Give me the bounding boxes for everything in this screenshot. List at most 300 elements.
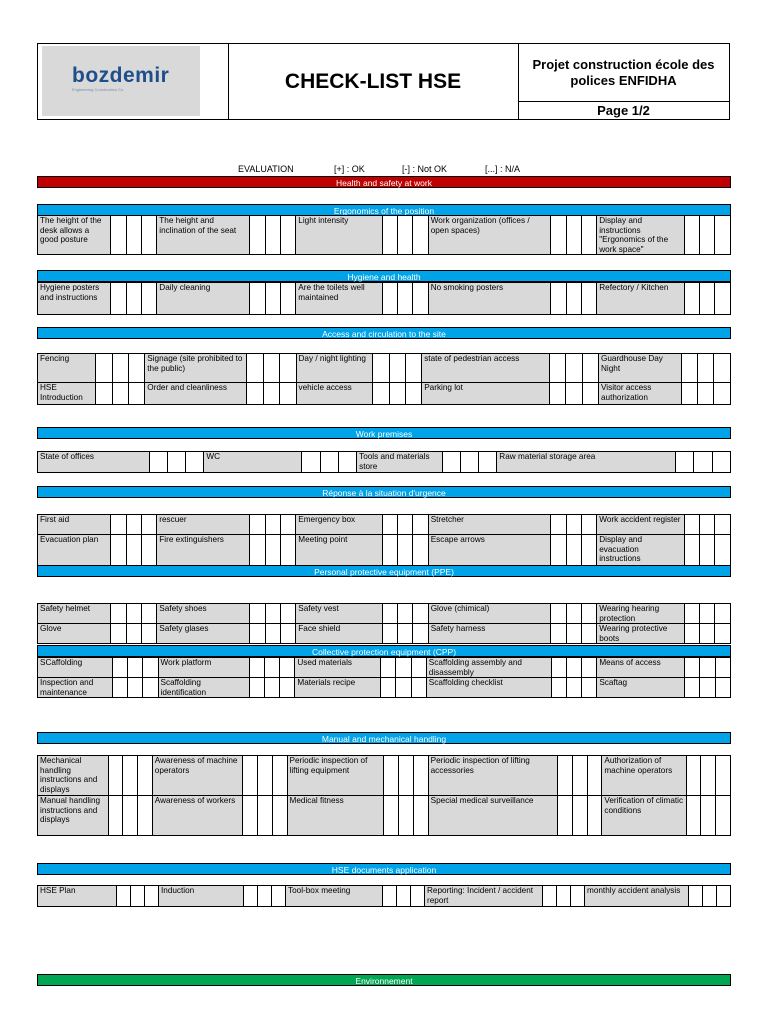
evaluation-cell-ok[interactable] [549,354,565,383]
evaluation-cell-not-ok[interactable] [265,535,280,566]
access-checklist-table [37,353,731,405]
evaluation-cell-ok[interactable] [117,886,131,907]
evaluation-cell-ok[interactable] [383,886,397,907]
checklist-item-label: Fire extinguishers [157,535,250,566]
evaluation-cell-not-ok[interactable] [112,383,128,405]
checklist-item-label: Materials recipe [295,678,381,698]
evaluation-cell-not-ok[interactable] [566,383,582,405]
ppe-checklist-table [37,603,731,644]
evaluation-cell-na[interactable] [715,216,731,255]
checklist-item-label: Mechanical handling instructions and displays [38,756,109,796]
evaluation-cell-not-ok[interactable] [389,354,405,383]
checklist-item-label: Visitor access authorization [598,383,681,405]
evaluation-cell-ok[interactable] [686,756,701,796]
checklist-item-label: Raw material storage area [497,452,676,473]
evaluation-cell-not-ok[interactable] [572,756,587,796]
evaluation-cell-ok[interactable] [551,216,566,255]
section-bar-premises: Work premises [37,427,731,439]
evaluation-cell-na[interactable] [582,354,598,383]
evaluation-cell-not-ok[interactable] [399,796,414,836]
evaluation-cell-not-ok[interactable] [698,383,714,405]
evaluation-cell-not-ok[interactable] [566,678,581,698]
evaluation-cell-na[interactable] [405,383,421,405]
evaluation-cell-not-ok[interactable] [700,658,715,678]
evaluation-cell-not-ok[interactable] [258,886,272,907]
evaluation-cell-na[interactable] [714,354,731,383]
checklist-item-label: SCaffolding [38,658,113,678]
checklist-item-label: HSE Introduction [38,383,96,405]
evaluation-cell-not-ok[interactable] [389,383,405,405]
evaluation-cell-not-ok[interactable] [398,515,413,535]
evaluation-cell-not-ok[interactable] [123,796,138,836]
checklist-row [38,383,731,405]
evaluation-cell-na[interactable] [280,383,296,405]
checklist-item-label: Refectory / Kitchen [597,283,685,315]
evaluation-cell-ok[interactable] [551,624,566,644]
evaluation-cell-not-ok[interactable] [265,604,280,624]
evaluation-cell-na[interactable] [138,756,153,796]
evaluation-cell-not-ok[interactable] [126,604,141,624]
checklist-item-label: Manual handling instructions and displays [38,796,109,836]
checklist-row [38,452,731,473]
evaluation-cell-not-ok[interactable] [398,216,413,255]
evaluation-cell-not-ok[interactable] [399,756,414,796]
evaluation-cell-ok[interactable] [384,796,399,836]
checklist-item-label: Hygiene posters and instructions [38,283,111,315]
evaluation-cell-not-ok[interactable] [263,354,279,383]
evaluation-cell-not-ok[interactable] [126,515,141,535]
evaluation-cell-na[interactable] [715,515,731,535]
evaluation-cell-ok[interactable] [551,515,566,535]
checklist-row [38,515,731,535]
evaluation-cell-ok[interactable] [684,515,699,535]
checklist-item-label: Are the toilets well maintained [296,283,382,315]
checklist-item-label: Periodic inspection of lifting accessories [428,756,558,796]
evaluation-cell-na[interactable] [272,756,287,796]
evaluation-cell-na[interactable] [715,624,731,644]
checklist-item-label: state of pedestrian access [422,354,550,383]
checklist-item-label: Emergency box [296,515,382,535]
checklist-item-label: Awareness of workers [152,796,243,836]
evaluation-cell-na[interactable] [715,535,731,566]
checklist-item-label: Tool-box meeting [286,886,383,907]
evaluation-cell-ok[interactable] [681,354,697,383]
evaluation-cell-na[interactable] [716,756,731,796]
evaluation-cell-not-ok[interactable] [265,515,280,535]
checklist-row [38,756,731,796]
evaluation-cell-na[interactable] [582,678,597,698]
evaluation-cell-ok[interactable] [111,515,126,535]
evaluation-cell-ok[interactable] [681,383,697,405]
checklist-item-label: Signage (site prohibited to the public) [145,354,247,383]
evaluation-cell-na[interactable] [413,216,428,255]
evaluation-cell-na[interactable] [716,796,731,836]
evaluation-cell-not-ok[interactable] [264,678,279,698]
checklist-row [38,624,731,644]
section-bar-ppe: Personal protective equipment (PPE) [37,565,731,577]
checklist-item-label: HSE Plan [38,886,117,907]
checklist-item-label: rescuer [157,515,250,535]
evaluation-cell-na[interactable] [413,796,428,836]
checklist-item-label: WC [204,452,302,473]
evaluation-cell-not-ok[interactable] [131,886,145,907]
legend-not-ok: [-] : Not OK [402,164,448,174]
evaluation-cell-not-ok[interactable] [123,756,138,796]
evaluation-cell-ok[interactable] [558,796,573,836]
evaluation-cell-na[interactable] [280,283,295,315]
evaluation-cell-na[interactable] [581,283,596,315]
document-header [37,43,730,120]
evaluation-cell-na[interactable] [411,678,426,698]
evaluation-cell-na[interactable] [715,678,730,698]
evaluation-cell-ok[interactable] [247,383,263,405]
evaluation-cell-ok[interactable] [373,354,389,383]
evaluation-cell-ok[interactable] [243,796,258,836]
evaluation-cell-not-ok[interactable] [398,604,413,624]
evaluation-cell-not-ok[interactable] [258,796,273,836]
evaluation-cell-ok[interactable] [382,216,397,255]
evaluation-cell-na[interactable] [571,886,585,907]
checklist-item-label: Wearing protective boots [597,624,685,644]
evaluation-cell-not-ok[interactable] [265,283,280,315]
evaluation-cell-ok[interactable] [685,678,700,698]
evaluation-cell-na[interactable] [186,452,204,473]
evaluation-cell-not-ok[interactable] [700,535,715,566]
checklist-item-label: Daily cleaning [157,283,250,315]
evaluation-cell-na[interactable] [280,354,296,383]
evaluation-cell-na[interactable] [272,886,286,907]
evaluation-cell-na[interactable] [141,604,156,624]
evaluation-cell-na[interactable] [141,624,156,644]
evaluation-cell-not-ok[interactable] [566,624,581,644]
evaluation-cell-na[interactable] [587,796,602,836]
evaluation-cell-not-ok[interactable] [264,658,279,678]
checklist-item-label: Order and cleanliness [145,383,247,405]
evaluation-cell-ok[interactable] [108,756,123,796]
checklist-item-label: Reporting: Incident / accident report [425,886,543,907]
evaluation-cell-na[interactable] [581,604,596,624]
evaluation-cell-na[interactable] [413,756,428,796]
checklist-row [38,796,731,836]
evaluation-cell-na[interactable] [138,796,153,836]
evaluation-cell-ok[interactable] [250,535,265,566]
checklist-item-label: Glove (chimical) [428,604,551,624]
section-bar-health: Health and safety at work [37,176,731,188]
evaluation-cell-na[interactable] [582,658,597,678]
evaluation-cell-ok[interactable] [381,658,396,678]
evaluation-cell-na[interactable] [413,515,428,535]
evaluation-cell-not-ok[interactable] [698,354,714,383]
checklist-item-label: Glove [38,624,111,644]
evaluation-cell-na[interactable] [145,886,159,907]
evaluation-cell-ok[interactable] [250,604,265,624]
evaluation-cell-not-ok[interactable] [566,515,581,535]
section-bar-emergency: Réponse à la situation d'urgence [37,486,731,498]
evaluation-cell-ok[interactable] [384,756,399,796]
checklist-item-label: The height and inclination of the seat [157,216,250,255]
evaluation-cell-ok[interactable] [381,678,396,698]
logo-cell [38,44,229,119]
checklist-item-label: Safety harness [428,624,551,644]
evaluation-cell-ok[interactable] [684,216,699,255]
evaluation-cell-ok[interactable] [551,604,566,624]
evaluation-cell-not-ok[interactable] [265,216,280,255]
evaluation-cell-not-ok[interactable] [700,604,715,624]
evaluation-cell-ok[interactable] [112,678,127,698]
evaluation-cell-ok[interactable] [250,624,265,644]
evaluation-cell-ok[interactable] [382,624,397,644]
checklist-item-label: Scaffolding identification [158,678,249,698]
checklist-row [38,886,731,907]
evaluation-cell-ok[interactable] [247,354,263,383]
evaluation-cell-ok[interactable] [684,283,699,315]
evaluation-cell-na[interactable] [413,283,428,315]
checklist-row [38,678,731,698]
evaluation-cell-not-ok[interactable] [126,535,141,566]
evaluation-cell-not-ok[interactable] [566,354,582,383]
evaluation-cell-na[interactable] [280,678,295,698]
evaluation-cell-not-ok[interactable] [701,756,716,796]
checklist-item-label: Tools and materials store [357,452,442,473]
evaluation-cell-na[interactable] [715,604,731,624]
evaluation-cell-na[interactable] [141,515,156,535]
checklist-item-label: Safety shoes [157,604,250,624]
evaluation-cell-ok[interactable] [96,383,112,405]
premises-checklist-table [37,451,731,473]
cpp-checklist-table [37,657,731,698]
evaluation-cell-not-ok[interactable] [167,452,185,473]
evaluation-cell-na[interactable] [581,624,596,644]
evaluation-cell-ok[interactable] [111,216,126,255]
evaluation-cell-na[interactable] [715,658,730,678]
evaluation-cell-na[interactable] [413,624,428,644]
project-name: Projet construction école des polices ENFIDHA [518,44,729,102]
evaluation-cell-na[interactable] [405,354,421,383]
evaluation-cell-na[interactable] [587,756,602,796]
evaluation-cell-na[interactable] [479,452,497,473]
evaluation-cell-ok[interactable] [96,354,112,383]
checklist-item-label: Work organization (offices / open spaces) [428,216,551,255]
evaluation-cell-na[interactable] [280,624,295,644]
checklist-item-label: Meeting point [296,535,382,566]
evaluation-cell-na[interactable] [141,216,156,255]
evaluation-cell-not-ok[interactable] [460,452,478,473]
evaluation-cell-na[interactable] [272,796,287,836]
evaluation-cell-not-ok[interactable] [112,354,128,383]
evaluation-cell-ok[interactable] [551,658,566,678]
section-bar-environment: Environnement [37,974,731,986]
evaluation-cell-na[interactable] [143,678,158,698]
evaluation-cell-not-ok[interactable] [694,452,712,473]
checklist-row [38,535,731,566]
evaluation-cell-na[interactable] [717,886,731,907]
evaluation-cell-ok[interactable] [243,756,258,796]
evaluation-cell-na[interactable] [141,535,156,566]
section-bar-cpp: Collective protection equipment (CPP) [37,645,731,657]
evaluation-cell-ok[interactable] [250,283,265,315]
evaluation-cell-not-ok[interactable] [566,283,581,315]
checklist-item-label: Medical fitness [287,796,384,836]
evaluation-cell-ok[interactable] [111,604,126,624]
evaluation-cell-not-ok[interactable] [396,658,411,678]
evaluation-cell-ok[interactable] [111,283,126,315]
evaluation-cell-not-ok[interactable] [566,604,581,624]
evaluation-cell-ok[interactable] [684,604,699,624]
evaluation-cell-not-ok[interactable] [572,796,587,836]
checklist-item-label: Special medical surveillance [428,796,558,836]
evaluation-cell-ok[interactable] [551,678,566,698]
checklist-item-label: Escape arrows [428,535,551,566]
evaluation-cell-ok[interactable] [676,452,694,473]
evaluation-cell-ok[interactable] [112,658,127,678]
evaluation-cell-na[interactable] [581,515,596,535]
evaluation-cell-ok[interactable] [551,283,566,315]
evaluation-cell-na[interactable] [581,216,596,255]
evaluation-cell-ok[interactable] [382,283,397,315]
checklist-row [38,658,731,678]
checklist-item-label: State of offices [38,452,150,473]
checklist-item-label: Light intensity [296,216,382,255]
evaluation-cell-na[interactable] [582,383,598,405]
legend-na: [...] : N/A [485,164,521,174]
evaluation-cell-ok[interactable] [250,216,265,255]
checklist-item-label: Fencing [38,354,96,383]
evaluation-cell-not-ok[interactable] [566,216,581,255]
evaluation-cell-not-ok[interactable] [126,624,141,644]
evaluation-cell-not-ok[interactable] [703,886,717,907]
evaluation-cell-ok[interactable] [684,624,699,644]
evaluation-cell-ok[interactable] [111,624,126,644]
checklist-item-label: vehicle access [296,383,373,405]
evaluation-cell-not-ok[interactable] [258,756,273,796]
evaluation-cell-not-ok[interactable] [398,283,413,315]
section-bar-handling: Manual and mechanical handling [37,732,731,744]
evaluation-cell-not-ok[interactable] [701,796,716,836]
evaluation-cell-not-ok[interactable] [700,216,715,255]
evaluation-cell-not-ok[interactable] [566,535,581,566]
evaluation-cell-not-ok[interactable] [128,678,143,698]
evaluation-cell-na[interactable] [411,658,426,678]
evaluation-cell-ok[interactable] [551,535,566,566]
evaluation-cell-na[interactable] [280,658,295,678]
evaluation-cell-ok[interactable] [689,886,703,907]
section-bar-documents: HSE documents application [37,863,731,875]
checklist-item-label: Work platform [158,658,249,678]
evaluation-cell-na[interactable] [128,354,144,383]
checklist-item-label: Means of access [597,658,685,678]
evaluation-cell-not-ok[interactable] [700,283,715,315]
evaluation-cell-na[interactable] [141,283,156,315]
evaluation-cell-na[interactable] [712,452,730,473]
emergency-checklist-table [37,514,731,566]
evaluation-cell-not-ok[interactable] [398,624,413,644]
evaluation-cell-not-ok[interactable] [397,886,411,907]
evaluation-cell-ok[interactable] [686,796,701,836]
checklist-item-label: monthly accident analysis [585,886,689,907]
evaluation-cell-not-ok[interactable] [265,624,280,644]
evaluation-cell-not-ok[interactable] [700,515,715,535]
evaluation-cell-ok[interactable] [382,515,397,535]
evaluation-cell-not-ok[interactable] [398,535,413,566]
evaluation-cell-na[interactable] [338,452,356,473]
evaluation-cell-ok[interactable] [685,658,700,678]
checklist-item-label: Induction [159,886,244,907]
evaluation-cell-na[interactable] [413,604,428,624]
evaluation-cell-ok[interactable] [373,383,389,405]
checklist-item-label: Safety helmet [38,604,111,624]
evaluation-cell-ok[interactable] [558,756,573,796]
checklist-item-label: Display and instructions "Ergonomics of the work space" [597,216,685,255]
evaluation-cell-not-ok[interactable] [396,678,411,698]
evaluation-cell-ok[interactable] [543,886,557,907]
evaluation-cell-na[interactable] [715,283,731,315]
evaluation-cell-not-ok[interactable] [557,886,571,907]
evaluation-cell-not-ok[interactable] [700,624,715,644]
checklist-row [38,216,731,255]
checklist-item-label: Authorization of machine operators [602,756,686,796]
evaluation-cell-na[interactable] [280,535,295,566]
evaluation-cell-ok[interactable] [684,535,699,566]
evaluation-cell-ok[interactable] [382,535,397,566]
evaluation-cell-na[interactable] [411,886,425,907]
evaluation-cell-ok[interactable] [244,886,258,907]
evaluation-cell-na[interactable] [280,515,295,535]
evaluation-cell-not-ok[interactable] [320,452,338,473]
documents-checklist-table [37,885,731,907]
checklist-row [38,354,731,383]
checklist-item-label: Inspection and maintenance [38,678,113,698]
evaluation-cell-ok[interactable] [250,515,265,535]
evaluation-cell-not-ok[interactable] [700,678,715,698]
section-bar-access: Access and circulation to the site [37,327,731,339]
evaluation-cell-ok[interactable] [108,796,123,836]
evaluation-cell-na[interactable] [280,216,295,255]
evaluation-cell-not-ok[interactable] [263,383,279,405]
checklist-item-label: No smoking posters [428,283,551,315]
evaluation-cell-ok[interactable] [111,535,126,566]
logo-text: bozdemir [72,64,170,87]
evaluation-cell-not-ok[interactable] [126,283,141,315]
checklist-item-label: Scaffolding assembly and disassembly [426,658,551,678]
evaluation-cell-not-ok[interactable] [128,658,143,678]
evaluation-cell-na[interactable] [413,535,428,566]
evaluation-cell-ok[interactable] [442,452,460,473]
evaluation-cell-ok[interactable] [382,604,397,624]
evaluation-cell-na[interactable] [143,658,158,678]
evaluation-cell-na[interactable] [128,383,144,405]
document-title: CHECK-LIST HSE [228,44,519,119]
evaluation-cell-not-ok[interactable] [566,658,581,678]
legend-ok: [+] : OK [334,164,365,174]
checklist-item-label: Verification of climatic conditions [602,796,686,836]
section-bar-ergonomics: Ergonomics of the position [37,204,731,216]
evaluation-cell-na[interactable] [280,604,295,624]
evaluation-cell-ok[interactable] [249,678,264,698]
evaluation-cell-not-ok[interactable] [126,216,141,255]
evaluation-cell-na[interactable] [581,535,596,566]
evaluation-cell-ok[interactable] [549,383,565,405]
evaluation-cell-ok[interactable] [302,452,320,473]
checklist-item-label: Safety glases [157,624,250,644]
evaluation-cell-ok[interactable] [149,452,167,473]
handling-checklist-table [37,755,731,836]
checklist-item-label: Work accident register [597,515,685,535]
evaluation-cell-ok[interactable] [249,658,264,678]
section-bar-hygiene: Hygiene and health [37,270,731,282]
ergonomics-checklist-table [37,215,731,255]
evaluation-cell-na[interactable] [714,383,731,405]
checklist-item-label: Awareness of machine operators [152,756,243,796]
